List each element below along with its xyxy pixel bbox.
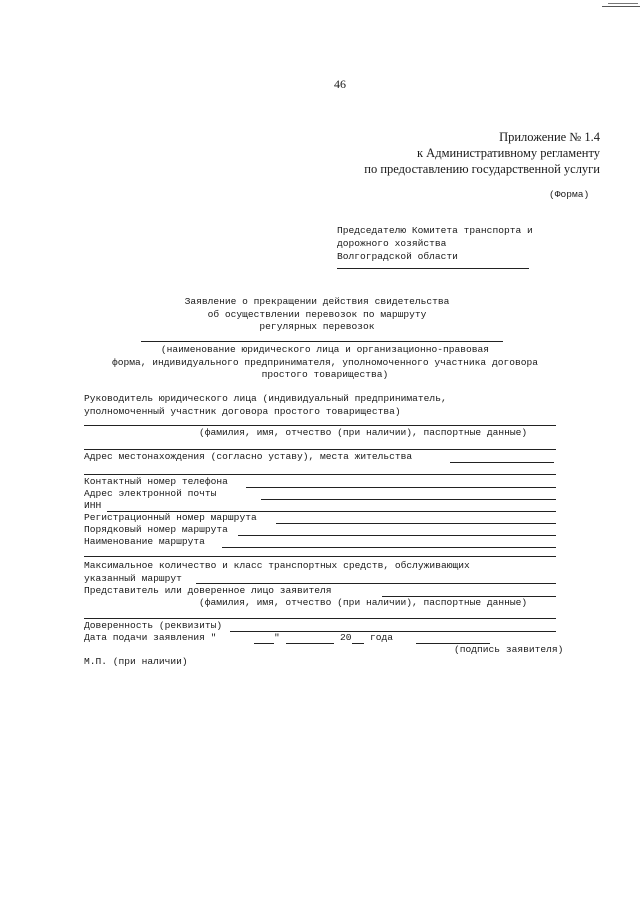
seq-number-input-line[interactable] — [238, 535, 556, 536]
reg-number-input-line[interactable] — [276, 523, 556, 524]
date-label: Дата подачи заявления " — [84, 632, 217, 643]
scan-edge-mark-2 — [608, 3, 638, 4]
rep-caption: (фамилия, имя, отчество (при наличии), паспортные данные) — [199, 597, 528, 608]
address-line-2[interactable] — [84, 474, 556, 475]
seq-number-label: Порядковый номер маршрута — [84, 524, 228, 535]
signature-caption: (подпись заявителя) — [454, 644, 564, 655]
route-name-input-line[interactable] — [222, 547, 556, 548]
addressee-line-2: дорожного хозяйства — [337, 238, 447, 249]
max-vehicles-line-2: указанный маршрут — [84, 572, 182, 584]
appendix-line-2: к Административному регламенту — [416, 146, 600, 160]
route-name-label: Наименование маршрута — [84, 536, 205, 547]
date-day-line[interactable] — [254, 643, 274, 644]
date-quote: " — [274, 632, 280, 643]
addressee-line-1: Председателю Комитета транспорта и — [337, 225, 533, 236]
inn-label: ИНН — [84, 500, 102, 511]
appendix-header — [364, 129, 600, 177]
email-label: Адрес электронной почты — [84, 488, 217, 499]
appendix-line-1: Приложение № 1.4 — [499, 130, 600, 144]
head-fio-line — [84, 425, 556, 426]
page-number: 46 — [334, 77, 346, 91]
max-vehicles-block — [84, 560, 470, 585]
phone-label: Контактный номер телефона — [84, 476, 228, 487]
org-caption-line-1: (наименование юридического лица и организационно-правовая — [160, 344, 490, 355]
org-caption — [78, 344, 572, 382]
passport-line — [84, 449, 556, 450]
head-line-2: уполномоченный участник договора простого товарищества) — [84, 405, 401, 417]
document-title — [172, 296, 462, 334]
title-line-2: об осуществлении перевозок по маршруту — [207, 308, 427, 320]
route-name-line-2[interactable] — [84, 556, 556, 557]
title-line-3: регулярных перевозок — [259, 321, 375, 332]
head-line-1: Руководитель юридического лица (индивидуальный предприниматель, — [84, 393, 447, 404]
date-month-line[interactable] — [286, 643, 334, 644]
form-label: (Форма) — [549, 189, 590, 200]
head-block — [84, 393, 447, 418]
representative-label: Представитель или доверенное лицо заявителя — [84, 585, 332, 596]
email-input-line[interactable] — [261, 499, 556, 500]
stamp-label: М.П. (при наличии) — [84, 656, 188, 667]
max-vehicles-input-line[interactable] — [196, 583, 556, 584]
addressee-line-3: Волгоградской области — [337, 251, 458, 262]
addressee-signature-line — [337, 268, 529, 269]
year-prefix: 20 — [340, 632, 352, 643]
appendix-line-3: по предоставлению государственной услуги — [364, 162, 600, 176]
phone-input-line[interactable] — [246, 487, 556, 488]
address-line[interactable] — [450, 462, 554, 463]
year-label: года — [370, 632, 394, 643]
title-line-1: Заявление о прекращении действия свидетельства — [184, 296, 450, 307]
org-caption-line-3: простого товарищества) — [261, 369, 389, 380]
rep-passport-line[interactable] — [84, 618, 556, 619]
org-name-line — [141, 341, 503, 342]
address-label: Адрес местонахождения (согласно уставу), места жительства — [84, 451, 413, 462]
max-vehicles-line-1: Максимальное количество и класс транспортных средств, обслуживающих — [84, 560, 470, 571]
reg-number-label: Регистрационный номер маршрута — [84, 512, 257, 523]
addressee-block — [337, 224, 533, 263]
fio-caption: (фамилия, имя, отчество (при наличии), паспортные данные) — [199, 427, 528, 438]
date-year-line[interactable] — [352, 643, 364, 644]
org-caption-line-2: форма, индивидуального предпринимателя, уполномоченного участника договора — [111, 356, 539, 368]
power-of-attorney-label: Доверенность (реквизиты) — [84, 620, 223, 631]
